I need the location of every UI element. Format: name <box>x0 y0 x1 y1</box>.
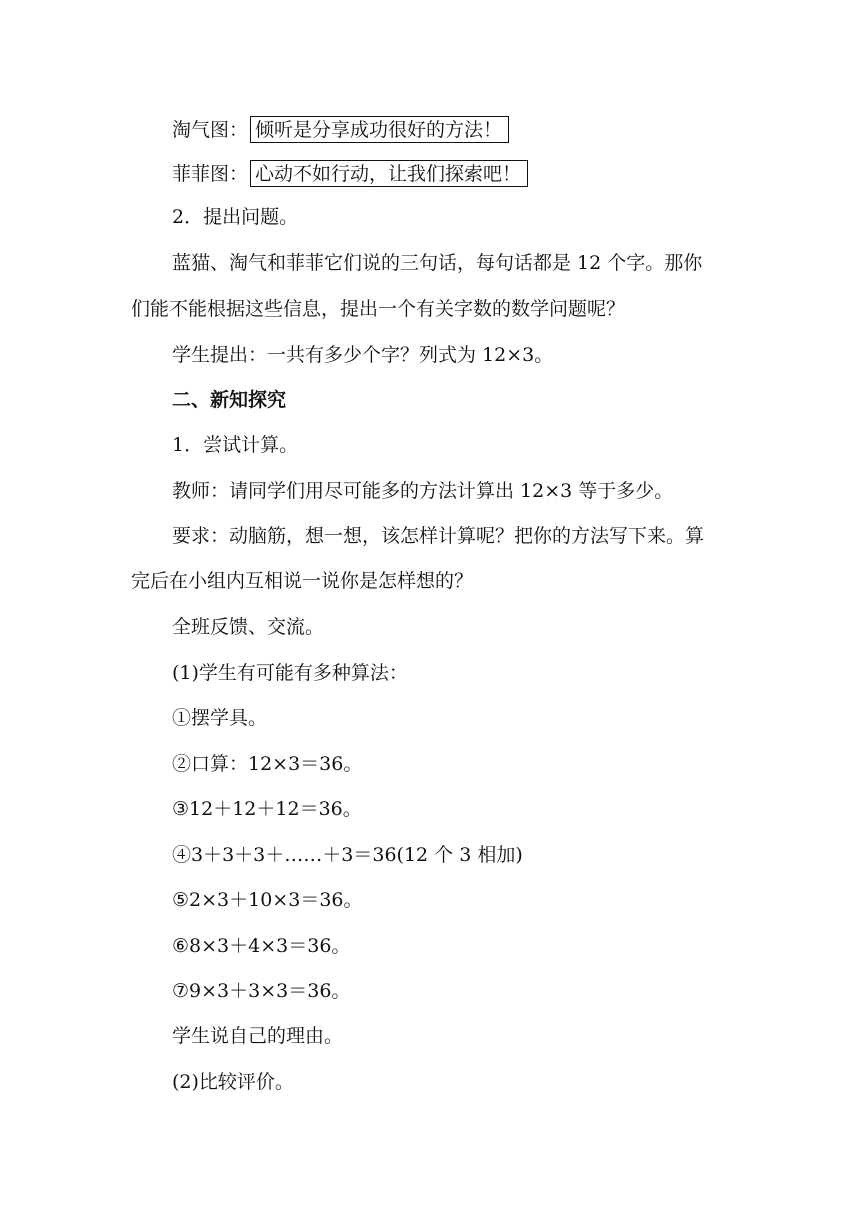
speech-box: 心动不如行动，让我们探索吧！ <box>250 160 528 187</box>
section-heading: 二、新知探究 <box>172 389 287 411</box>
paragraph-line: 蓝猫、淘气和菲菲它们说的三句话，每句话都是 12 个字。那你 <box>172 252 703 274</box>
speaker-label: 淘气图： <box>172 119 249 141</box>
method-item: ②口算：12×3＝36。 <box>172 753 363 775</box>
paragraph-line: 教师：请同学们用尽可能多的方法计算出 12×3 等于多少。 <box>172 480 674 502</box>
paragraph-line: 们能不能根据这些信息，提出一个有关字数的数学问题呢？ <box>131 298 626 320</box>
item-heading: 1．尝试计算。 <box>172 434 299 456</box>
paragraph-line: 全班反馈、交流。 <box>172 616 325 638</box>
method-item: ⑦9×3＋3×3＝36。 <box>172 980 351 1002</box>
paragraph-line: 学生说自己的理由。 <box>172 1025 344 1047</box>
method-item: ①摆学具。 <box>172 707 268 729</box>
method-item: ⑥8×3＋4×3＝36。 <box>172 935 351 957</box>
paragraph-line: (2)比较评价。 <box>172 1071 294 1093</box>
method-item: ③12＋12＋12＝36。 <box>172 798 362 820</box>
paragraph-line: 完后在小组内互相说一说你是怎样想的？ <box>131 570 474 592</box>
paragraph-line: 学生提出：一共有多少个字？列式为 12×3。 <box>172 344 554 366</box>
dialogue-line-feifei <box>172 160 528 187</box>
speaker-label: 菲菲图： <box>172 163 249 185</box>
method-item: ⑤2×3＋10×3＝36。 <box>172 889 363 911</box>
item-heading: 2．提出问题。 <box>172 206 299 228</box>
speech-box: 倾听是分享成功很好的方法！ <box>250 116 509 143</box>
paragraph-line: 要求：动脑筋，想一想，该怎样计算呢？把你的方法写下来。算 <box>172 525 705 547</box>
paragraph-line: (1)学生有可能有多种算法： <box>172 662 408 684</box>
dialogue-line-taoqi <box>172 116 509 143</box>
method-item: ④3＋3＋3＋……＋3＝36(12 个 3 相加) <box>172 844 523 866</box>
